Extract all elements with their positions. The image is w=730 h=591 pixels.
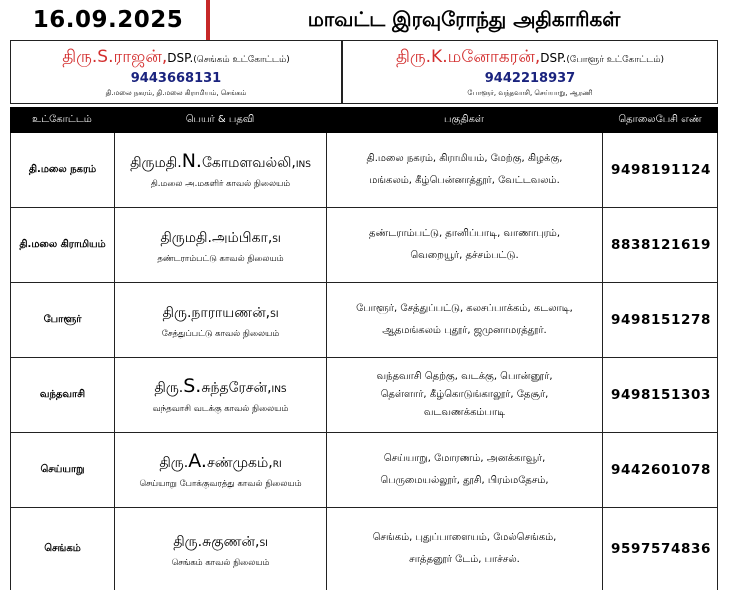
areas-line: பெருமையல்லூர், தூசி, பிரம்மதேசம்,	[380, 475, 549, 486]
station-name: சேத்துப்பட்டு காவல் நிலையம்	[161, 329, 280, 339]
officer-2-phone[interactable]: 9442218937	[484, 71, 576, 86]
table-row	[10, 133, 718, 208]
officer-name	[159, 450, 281, 473]
officer-1-phone[interactable]: 9443668131	[130, 71, 222, 86]
name-prefix: திருமதி.	[160, 230, 212, 246]
officers-panel	[10, 40, 718, 104]
officer-2-unit: (போளூர் உட்கோட்டம்)	[566, 55, 665, 65]
name-prefix: திரு.	[162, 305, 192, 321]
name-prefix: திரு.	[159, 455, 189, 471]
officer-name	[163, 300, 279, 323]
phone-cell[interactable]: 8838121619	[611, 237, 711, 253]
areas-line: சாத்தனூர் டேம், பாச்சல்.	[409, 554, 520, 565]
station-name: தண்டராம்பட்டு காவல் நிலையம்	[157, 254, 284, 264]
officer-cell	[115, 133, 327, 207]
designation: INS	[295, 160, 311, 170]
designation: INS	[271, 385, 287, 395]
designation: SI	[259, 539, 268, 549]
phone-cell[interactable]: 9498191124	[611, 162, 711, 178]
officer-name	[130, 150, 311, 173]
name-text: நாராயணன்,	[191, 305, 271, 321]
subdivision-cell: தி.மலை நகரம்	[11, 133, 115, 207]
name-initial: A.	[188, 450, 207, 472]
officer-name	[173, 529, 268, 552]
name-text: சுந்தரேசன்,	[201, 380, 272, 396]
officer-2-surname: மனோகரன்,	[447, 47, 541, 67]
officer-cell	[115, 508, 327, 590]
officer-cell	[115, 208, 327, 282]
name-text: சண்முகம்,	[206, 455, 273, 471]
officer-2-rank: DSP.	[540, 51, 567, 65]
areas-cell	[327, 133, 603, 207]
station-name: செய்யாறு போக்குவரத்து காவல் நிலையம்	[139, 479, 302, 489]
areas-line: செங்கம், புதுப்பாளையம், மேல்செங்கம்,	[372, 532, 557, 543]
col-header-areas: பகுதிகள்	[444, 114, 484, 125]
table-row	[10, 208, 718, 283]
subdivision-cell: போளூர்	[11, 283, 115, 357]
subdivision-cell: வந்தவாசி	[11, 358, 115, 432]
areas-cell	[327, 358, 603, 432]
areas-cell	[327, 433, 603, 507]
officer-2-initial: K.	[431, 47, 448, 67]
areas-line: மங்கலம், கீழ்பென்னாத்தூர், வேட்டவலம்.	[369, 175, 560, 186]
phone-cell[interactable]: 9442601078	[611, 462, 711, 478]
date-label: 16.09.2025	[10, 0, 206, 40]
station-name: வந்தவாசி வடக்கு காவல் நிலையம்	[152, 404, 289, 414]
subdivision-cell: செங்கம்	[11, 508, 115, 590]
areas-line: வடவணக்கம்பாடி	[423, 407, 506, 418]
table-body	[10, 133, 718, 590]
phone-cell[interactable]: 9498151278	[611, 312, 711, 328]
areas-line: தண்டராம்பட்டு, தானிப்பாடி, வாணாபுரம்,	[368, 228, 561, 239]
officer-1-unit: (செங்கம் உட்கோட்டம்)	[193, 55, 290, 65]
officer-cell	[115, 433, 327, 507]
officer-1-prefix: திரு.	[62, 47, 98, 67]
subdivision-cell: செய்யாறு	[11, 433, 115, 507]
officer-name	[154, 375, 286, 398]
areas-line: தி.மலை நகரம், கிராமியம், மேற்கு, கிழக்கு,	[366, 153, 563, 164]
designation: SI	[270, 310, 279, 320]
areas-line: தெள்ளார், கீழ்கொடுங்காலூர், தேசூர்,	[380, 389, 549, 400]
table-row	[10, 508, 718, 590]
areas-cell	[327, 208, 603, 282]
areas-line: போளூர், சேத்துப்பட்டு, கலசப்பாக்கம், கடலாடி,	[356, 303, 573, 314]
name-initial: N.	[181, 150, 202, 172]
officer-card-1	[11, 41, 341, 103]
areas-line: ஆதமங்கலம் புதூர், ஜமுனாமரத்தூர்.	[382, 325, 547, 336]
col-header-subdivision: உட்கோட்டம்	[32, 114, 92, 125]
officer-cell	[115, 283, 327, 357]
duty-table	[10, 107, 718, 591]
subdivision-cell: தி.மலை கிராமியம்	[11, 208, 115, 282]
name-prefix: திருமதி.	[130, 155, 182, 171]
officer-1-initial: S.	[97, 47, 114, 67]
col-header-name: பெயர் & பதவி	[185, 114, 255, 125]
table-header	[10, 107, 718, 133]
name-initial: S.	[183, 375, 202, 397]
officer-1-surname: ராஜன்,	[113, 47, 168, 67]
name-prefix: திரு.	[154, 380, 184, 396]
designation: RI	[272, 460, 282, 470]
officer-1-rank: DSP.	[167, 51, 194, 65]
table-row	[10, 283, 718, 358]
officer-1-areas: தி.மலை நகரம், தி.மலை கிராமியம், செங்கம்	[105, 89, 247, 97]
table-row	[10, 433, 718, 508]
col-header-phone: தொலைபேசி எண்	[618, 114, 702, 125]
station-name: செங்கம் காவல் நிலையம்	[171, 558, 270, 568]
phone-cell[interactable]: 9597574836	[611, 541, 711, 557]
table-row	[10, 358, 718, 433]
designation: SI	[272, 235, 281, 245]
name-text: அம்பிகா,	[211, 230, 273, 246]
officer-2-areas: போளூர், வந்தவாசி, செய்யாறு, ஆரணி	[467, 89, 593, 97]
areas-cell	[327, 508, 603, 590]
station-name: தி.மலை அ.மகளிர் காவல் நிலையம்	[150, 179, 291, 189]
areas-cell	[327, 283, 603, 357]
name-text: சுகுணன்,	[202, 534, 260, 550]
areas-line: வெறையூர், தச்சம்பட்டு.	[410, 250, 519, 261]
name-text: கோமளவல்லி,	[201, 155, 296, 171]
areas-line: செய்யாறு, மோரணம், அனக்காவூர்,	[383, 453, 546, 464]
name-prefix: திரு.	[173, 534, 203, 550]
officer-cell	[115, 358, 327, 432]
officer-name	[160, 225, 280, 248]
officer-card-2	[343, 41, 717, 103]
header-banner	[10, 0, 718, 40]
phone-cell[interactable]: 9498151303	[611, 387, 711, 403]
officer-1-name	[11, 47, 341, 69]
officer-2-prefix: திரு.	[395, 47, 432, 67]
officer-2-name	[343, 47, 717, 69]
page-title: மாவட்ட இரவுரோந்து அதிகாரிகள்	[210, 0, 718, 40]
areas-line: வந்தவாசி தெற்கு, வடக்கு, பொன்னூர்,	[376, 371, 553, 382]
